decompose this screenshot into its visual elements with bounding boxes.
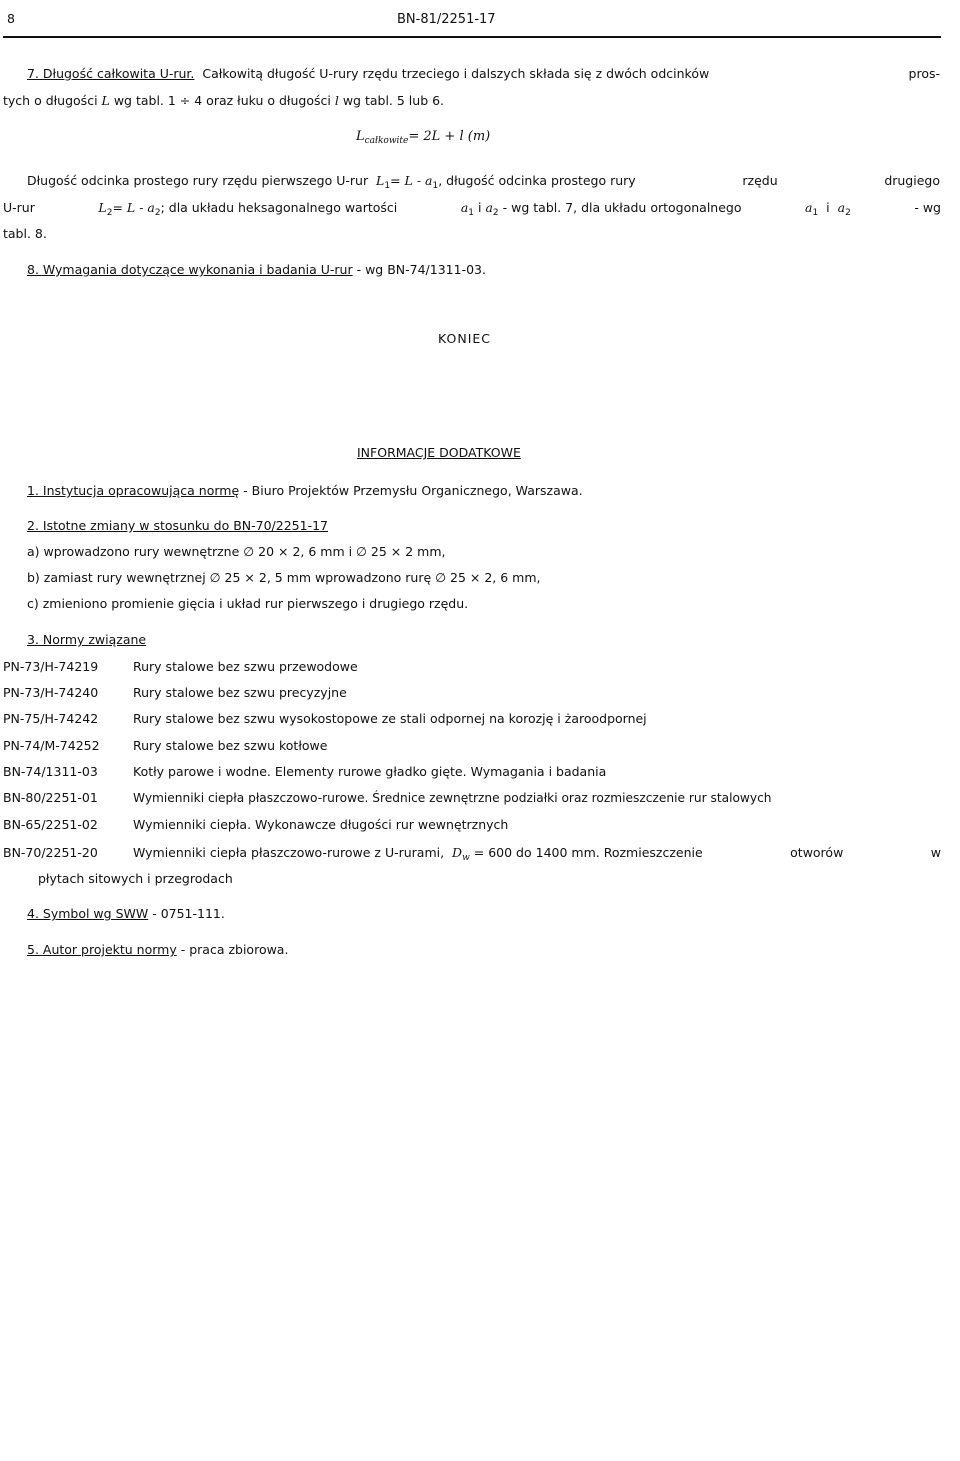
subscript: 1 [432,181,439,191]
section-8-title: 8. Wymagania dotyczące wykonania i badania U-rur [27,262,353,277]
info-item-3-title: 3. Normy związane [27,632,147,647]
text-fragment: U-rur [3,200,35,215]
formula-rhs: = 2L + l (m) [408,129,491,144]
formula-subscript: całkowite [364,136,409,146]
equation-L2: L [98,200,107,215]
text-fragment: wg tabl. 1 ÷ 4 oraz łuku o długości [113,93,331,108]
end-mark: KONIEC [438,331,492,346]
info-item-2-title: 2. Istotne zmiany w stosunku do BN-70/2251-17 [27,518,329,533]
info-heading: INFORMACJE DODATKOWE [357,445,521,460]
text-fragment: - wg [914,200,941,215]
norm-code: BN-74/1311-03 [3,764,98,779]
text-fragment: - wg tabl. 7, dla układu ortogonalnego [502,200,742,215]
norm-description: Rury stalowe bez szwu przewodowe [133,659,358,674]
info-item-2-a: a) wprowadzono rury wewnętrzne ∅ 20 × 2, 6 mm i ∅ 25 × 2 mm, [27,544,446,559]
norm-description: Rury stalowe bez szwu precyzyjne [133,685,347,700]
info-item-5-title: 5. Autor projektu normy [27,942,177,957]
text-fragment: i [826,200,830,215]
text-fragment: rzędu [742,173,778,188]
section-7-line-1 [27,68,940,81]
text-fragment: drugiego [884,173,940,188]
section-7-line-2 [3,95,444,108]
formula-lhs: L [356,129,365,144]
document-code: BN-81/2251-17 [397,12,496,27]
subscript: 2 [154,208,161,218]
info-item-1-text: - Biuro Projektów Przemysłu Organicznego, Warszawa. [243,483,583,498]
info-item-1-title: 1. Instytucja opracowująca normę [27,483,240,498]
norm-description: Rury stalowe bez szwu wysokostopowe ze stali odpornej na korozję i żaroodpornej [133,711,647,726]
norm-code: BN-70/2251-20 [3,845,98,860]
info-item-2-c: c) zmieniono promienie gięcia i układ rur pierwszego i drugiego rzędu. [27,596,469,611]
norm-code: PN-74/M-74252 [3,738,100,753]
text-fragment: w [930,845,941,860]
section-8 [27,264,486,277]
text-fragment: Wymienniki ciepła płaszczowo-rurowe z U-rurami, [133,845,445,860]
text-fragment: , długość odcinka prostego rury [438,173,636,188]
variable-L: L [101,93,110,108]
norm-code: BN-80/2251-01 [3,790,98,805]
norm-description: Wymienniki ciepła. Wykonawcze długości rur wewnętrznych [133,817,509,832]
equation-L1: L [376,173,385,188]
subscript: 1 [384,181,391,191]
section-8-text: - wg BN-74/1311-03. [356,262,486,277]
info-item-4-text: - 0751-111. [152,906,225,921]
text-fragment: Rozmieszczenie [603,845,703,860]
section-7-title: 7. Długość całkowita U-rur. [27,66,195,81]
variable-a2: a [485,200,493,215]
section-7-line-3 [27,173,940,191]
subscript: 2 [492,208,499,218]
info-item-4 [27,908,225,921]
info-item-1 [27,485,583,498]
text-fragment: i [478,200,482,215]
variable-a1: a [805,200,813,215]
norm-code: PN-75/H-74242 [3,711,99,726]
variable-a1: a [460,200,469,215]
info-item-2-b: b) zamiast rury wewnętrznej ∅ 25 × 2, 5 mm wprowadzono rurę ∅ 25 × 2, 6 mm, [27,570,541,585]
info-item-5-text: - praca zbiorowa. [180,942,289,957]
subscript: 2 [845,208,851,218]
variable-a2: a [837,200,846,215]
norm-description: Wymienniki ciepła płaszczowo-rurowe. Średnice zewnętrzne podziałki oraz rozmieszczenie rur stalowych [133,791,772,805]
subscript: w [462,853,470,863]
info-item-5 [27,944,288,957]
section-7-hyphenated-word: pros- [908,66,940,81]
page-number: 8 [7,11,15,26]
text-fragment: = 600 do 1400 mm. [473,845,600,860]
section-7-line-5: tabl. 8. [3,226,47,241]
subscript: 1 [468,208,475,218]
equation-L1-rhs: = L - a [390,173,433,188]
formula-total-length [356,129,491,146]
norm-code: BN-65/2251-02 [3,817,98,832]
variable-Dw: D [452,845,463,860]
section-7-line-4 [3,200,941,218]
norm-description: Rury stalowe bez szwu kotłowe [133,738,328,753]
text-fragment: ; dla układu heksagonalnego wartości [160,200,398,215]
text-fragment: wg tabl. 5 lub 6. [342,93,445,108]
text-fragment: Długość odcinka prostego rury rzędu pierwszego U-rur [27,173,369,188]
norm-code: PN-73/H-74240 [3,685,99,700]
text-fragment: otworów [790,845,844,860]
norm-code: PN-73/H-74219 [3,659,99,674]
section-7-text: Całkowitą długość U-rury rzędu trzeciego i dalszych składa się z dwóch odcinków [202,66,710,81]
norm-description-continued: płytach sitowych i przegrodach [38,871,233,886]
header-rule [3,36,941,38]
norm-description [133,845,941,863]
subscript: 2 [106,208,113,218]
norm-description: Kotły parowe i wodne. Elementy rurowe gładko gięte. Wymagania i badania [133,764,607,779]
variable-l: l [334,93,339,108]
equation-L2-rhs: = L - a [112,200,155,215]
subscript: 1 [812,208,819,218]
text-fragment: tych o długości [3,93,98,108]
info-item-4-title: 4. Symbol wg SWW [27,906,149,921]
